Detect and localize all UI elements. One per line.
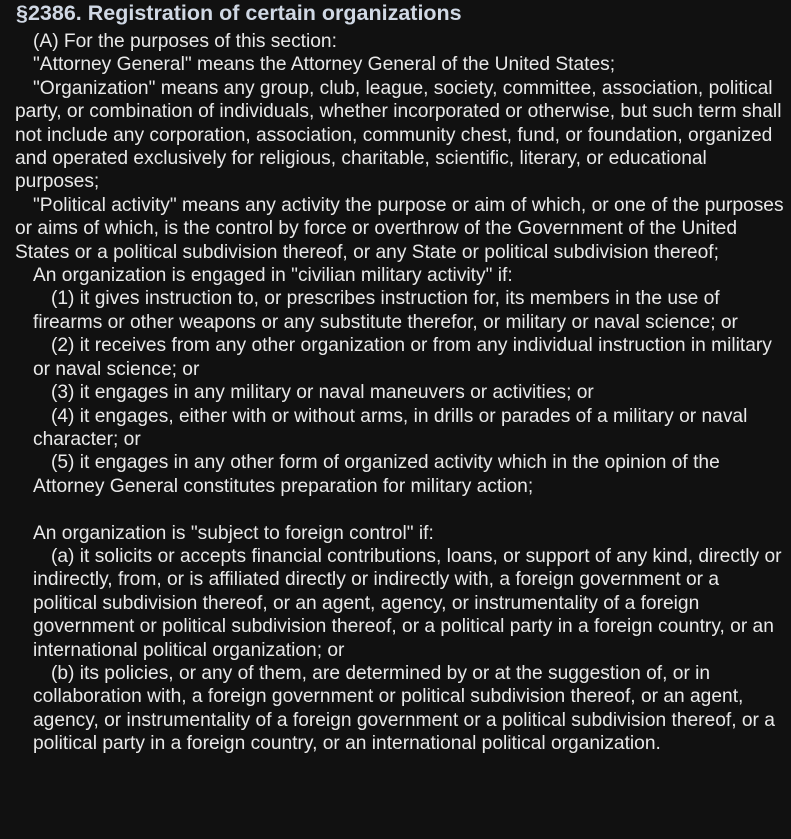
definition-organization: "Organization" means any group, club, league, society, committee, association, political party, or combination of individuals, whether incorporated or otherwise, but such term shall not include any corporation, association, community chest, fund, or foundation, organized and operated exclusively for religious, charitable, scientific, literary, or educational purposes; (15, 77, 782, 193)
foreign-control-item: (b) its policies, or any of them, are determined by or at the suggestion of, or in collaboration with, a foreign government or political subdivision thereof, or an agent, agency, or instrumentality of a foreign government or a political subdivision thereof, or a political party in a foreign country, or an international political organization. (33, 662, 775, 755)
civilian-military-item: (2) it receives from any other organization or from any individual instruction in military or naval science; or (33, 335, 772, 380)
paragraph-gap (15, 498, 785, 521)
civilian-military-item: (5) it engages in any other form of organized activity which in the opinion of the Attorney General constitutes preparation for military action; (33, 452, 720, 497)
definition-political-activity: "Political activity" means any activity the purpose or aim of which, or one of the purposes or aims of which, is the control by force or overthrow of the Government of the United States or a political subdivision thereof, or any State or political subdivision thereof; (15, 194, 784, 263)
definition-attorney-general: "Attorney General" means the Attorney General of the United States; (33, 54, 616, 76)
civilian-military-item: (4) it engages, either with or without arms, in drills or parades of a military or naval character; or (33, 405, 748, 450)
section-body (15, 30, 785, 756)
civilian-military-item: (1) it gives instruction to, or prescribes instruction for, its members in the use of firearms or other weapons or any substitute therefor, or military or naval science; or (33, 288, 738, 333)
section-heading: §2386. Registration of certain organizations (16, 1, 462, 25)
foreign-control-lead: An organization is "subject to foreign control" if: (33, 522, 434, 544)
civilian-military-item: (3) it engages in any military or naval maneuvers or activities; or (51, 382, 594, 404)
definitions-intro: (A) For the purposes of this section: (33, 31, 337, 52)
civilian-military-lead: An organization is engaged in "civilian military activity" if: (33, 265, 513, 287)
foreign-control-item: (a) it solicits or accepts financial contributions, loans, or support of any kind, directly or indirectly, from, or is affiliated directly or indirectly with, a foreign government or a political subdivision thereof, or an agent, agency, or instrumentality of a foreign government or political subdivision thereof, or a political party in a foreign country, or an international political organization; or (33, 545, 782, 661)
